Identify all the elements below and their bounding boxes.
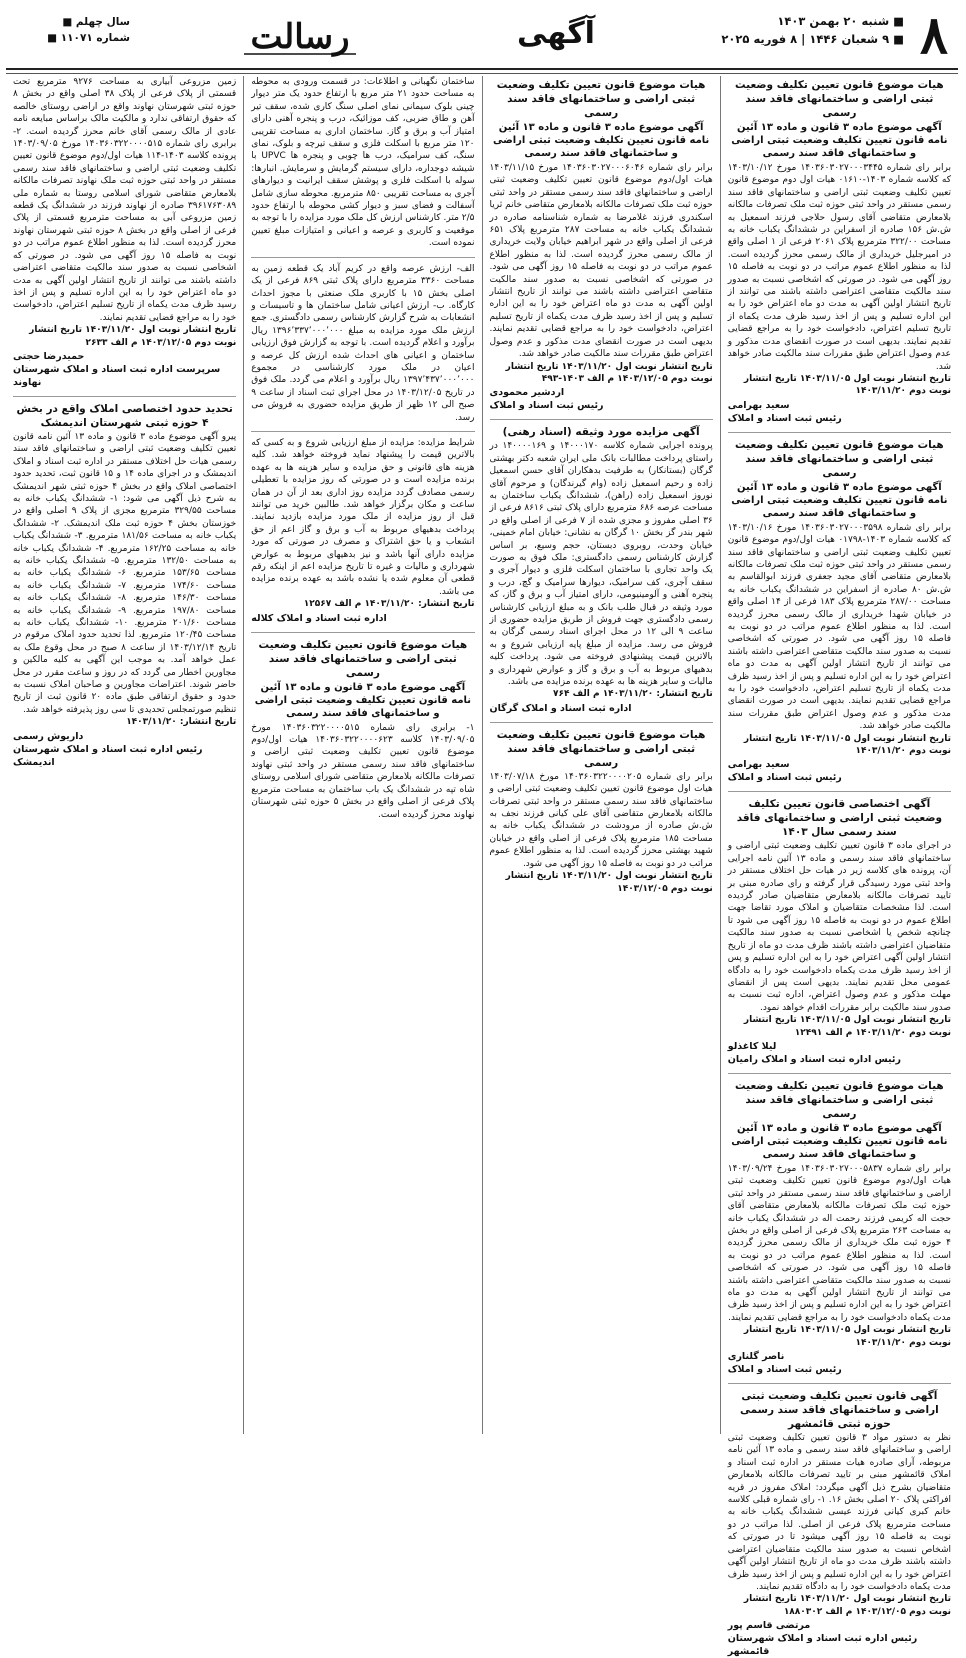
notice-signature <box>728 1040 951 1066</box>
signer-title: رئیس ثبت اسناد و املاک <box>727 412 842 424</box>
resalat-logo <box>238 12 362 60</box>
notice <box>728 438 951 785</box>
notice-subtitle: آگهی موضوع ماده ۳ قانون و ماده ۱۳ آئین نامه قانون تعیین تکلیف وضعیت ثبتی اراضی و ساختمانهای فاقد سند رسمی <box>731 481 948 519</box>
notice-dates: تاریخ انتشار نوبت اول ۱۴۰۳/۱۱/۲۰ تاریخ انتشار نوبت دوم ۱۴۰۳/۱۲/۰۵ <box>505 871 713 894</box>
signer-title: رئیس ثبت اسناد و املاک <box>489 400 604 412</box>
notice-dates: تاریخ انتشار نوبت اول ۱۴۰۳/۱۱/۰۵ تاریخ انتشار نوبت دوم ۱۴۰۳/۱۱/۲۰ <box>743 373 951 397</box>
notice-dates: تاریخ انتشار: ۱۴۰۳/۱۱/۲۰ م الف ۷۶۴ <box>553 689 713 700</box>
notice-title: هیات موضوع قانون تعیین تکلیف وضعیت ثبتی اراضی و ساختمانهای فاقد سند رسمی <box>258 638 468 679</box>
notice-subtitle: آگهی موضوع ماده ۳ قانون و ماده ۱۳ آئین نامه قانون تعیین تکلیف وضعیت ثبتی اراضی و ساختمانهای فاقد سند رسمی <box>492 122 710 159</box>
notice-divider <box>251 632 474 633</box>
notice-signature <box>728 399 951 425</box>
notice-dates: تاریخ انتشار نوبت اول ۱۴۰۳/۱۱/۰۵ تاریخ انتشار نوبت دوم ۱۴۰۳/۱۱/۲۰ م الف ۱۲۴۹۱ <box>743 1015 951 1038</box>
notice <box>490 728 713 895</box>
notice-divider <box>728 791 951 792</box>
notice-body: برابر رای شماره ۱۴۰۳۶۰۳۰۲۷۰۰۰۵۸۳۷ مورخ ۱۴۰۳/۰۹/۲۴ هیات اول/دوم موضوع قانون تعیین تکلیف وضعیت ثبتی اراضی و ساختمانهای فاقد سند رسمی مستقر در واحد ثبتی حوزه ثبت ملک تصرفات مالکانه بلامعارض متقاضی آقای حجت اله کریمی فرزند رحمت اله در ششدانگ یکباب خانه به مساحت ۲۶۳ مترمربع پلاک فرعی از اصلی واقع در بخش ۴ حوزه ثبت ملک خریداری از مالک رسمی محرز گردیده است. لذا به منظور اطلاع عموم مراتب در دو نوبت به فاصله ۱۵ روز آگهی می شود. در صورتی که اشخاصی نسبت به صدور سند مالکیت متقاضی اعتراضی داشته باشند می توانند از تاریخ انتشار اولین آگهی به مدت دو ماه اعتراض خود را به این اداره تسلیم و پس از اخذ رسید ظرف مدت یکماه دادخواست خود را به مراجع قضایی تقدیم نمایند. <box>727 1163 951 1323</box>
notice-title: آگهی اختصاصی قانون تعیین تکلیف وضعیت ثبتی اراضی و ساختمانهای فاقد سند رسمی سال ۱۴۰۳ <box>736 798 942 839</box>
logo-text: رسالت <box>250 17 350 57</box>
notice-title: هیات موضوع قانون تعیین تکلیف وضعیت ثبتی اراضی و ساختمانهای فاقد سند رسمی <box>496 79 706 119</box>
notice-subtitle: آگهی موضوع ماده ۳ قانون و ماده ۱۳ آئین نامه قانون تعیین تکلیف وضعیت ثبتی اراضی و ساختمانهای فاقد سند رسمی <box>254 681 472 719</box>
notice-signature <box>728 1350 951 1376</box>
notice-body: پرونده اجرایی شماره کلاسه ۱۴۰۰۰۱۷۰ و ۱۴۰۰۰۰۱۶۹ در راستای پرداخت مطالبات بانک ملی ایران شعبه دکتر بهشتی گرگان (بستانکار) به طرفیت بدهکاران آقای حسن اسمعیل زاده و رحیم اسمعیل زاده (وام گیرندگان) و مرحوم آقای نوروز اسمعیل زاده (راهن)، ششدانگ یکباب ساختمان به مساحت عرصه ۶۸۶ مترمربع دارای پلاک ثبتی ۸۶۱۶ فرعی از ۳۶ اصلی مفروز و مجزی شده از ۷ فرعی از اصلی واقع در شهر بندر گز بخش ۱۰ گرگان به نشانی: خیابان امام خمینی، خیابان وحدت، روبروی دبستان، حجم وسیع، بر اساس گزارش کارشناس رسمی دادگستری: ملک فوق به صورت یک واحد تجاری با ساختمان اسکلت فلزی و دیوار آجری و سقف آجری، کف سرامیک، دیوارها سرامیک و گچ، درب و پنجره آهنی و آلومینیومی، دارای امتیاز آب و برق و گاز، که مورد وثیقه در قبال طلب بانک و به مبلغ ارزیابی کارشناس رسمی دادگستری جهت فروش از طریق مزایده حضوری از ساعت ۹ الی ۱۲ در محل اجرای اسناد رسمی گرگان به فروش می رسد. مزایده از مبلغ پایه ارزیابی شروع و به بالاترین قیمت پیشنهادی فروخته می شود. پرداخت کلیه بدهیهای مربوط به آب و برق و گاز و عوارض شهرداری و مالیات و سایر هزینه ها به عهده برنده مزایده می باشد. <box>489 441 713 688</box>
notice <box>490 78 713 412</box>
notice-title: هیات موضوع قانون تعیین تکلیف وضعیت ثبتی اراضی و ساختمانهای فاقد سند رسمی <box>735 1079 944 1120</box>
notice-dates: تاریخ انتشار نوبت اول ۱۴۰۳/۱۱/۰۵ تاریخ انتشار نوبت دوم ۱۴۰۳/۱۱/۲۰ <box>743 733 951 757</box>
signer-title: رئیس اداره ثبت اسناد و املاک شهرستان قائمشهر <box>727 1633 918 1658</box>
column-4 <box>6 76 243 1434</box>
notice-subtitle: آگهی موضوع ماده ۳ قانون و ماده ۱۳ آئین نامه قانون تعیین تکلیف وضعیت ثبتی اراضی و ساختمانهای فاقد سند رسمی <box>731 1122 948 1160</box>
notice-body: در اجرای ماده ۳ قانون تعیین تکلیف وضعیت ثبتی اراضی و ساختمانهای فاقد سند رسمی و ماده ۱۳ آئین نامه اجرایی آن، پرونده های کلاسه زیر در هیات حل اختلاف مستقر در واحد ثبتی مورد رسیدگی قرار گرفته و رای صادره مبنی بر تایید تصرفات مالکانه بلامعارض متقاضیان صادر گردیده است. لذا مشخصات متقاضیان و املاک مورد تقاضا جهت اطلاع عموم در دو نوبت به فاصله ۱۵ روز آگهی می شود تا چنانچه شخص یا اشخاصی نسبت به صدور سند مالکیت متقاضیان اعتراضی داشته باشند ظرف مدت دو ماه از تاریخ انتشار اولین آگهی اعتراض خود را به این اداره تسلیم و پس از اخذ رسید ظرف مدت یکماه دادخواست خود را به دادگاه عمومی محل تقدیم نمایند. بدیهی است پس از انقضای مهلت مذکور و عدم وصول اعتراض، اداره ثبت نسبت به صدور سند مالکیت برابر مقررات اقدام خواهد نمود. <box>727 841 951 1013</box>
notice <box>728 1389 951 1658</box>
issue-dates <box>664 12 904 48</box>
notice-body: زمین مزروعی آبیاری به مساحت ۹۲۷۶ مترمربع تحت قسمتی از پلاک فرعی از پلاک ۳۸ اصلی واقع در بخش ۸ حوزه ثبتی شهرستان نهاوند واقع در اراضی روستای خالصه که حقوق ارتفاقی ندارد و مالکیت مالک براساس مبایعه نامه عادی از مالک رسمی آقای خانم محرز گردیده است. ۲- برابری رای شماره ۱۴۰۳۶۰۳۲۲۰۰۰۰۵۱۵ مورخ ۱۴۰۳/۰۹/۰۵ پرونده کلاسه ۱۴۰۳-۱۱۴ هیات اول/دوم موضوع قانون تعیین تکلیف وضعیت ثبتی اراضی و ساختمانهای فاقد سند رسمی مستقر در واحد ثبتی حوزه ثبت ملک نهاوند تصرفات مالکانه بلامعارض متقاضی شورای اسلامی روستا به شماره ملی ۳۹۶۱۷۶۳۰۸۹ صادره از نهاوند فرزند در ششدانگ یک قطعه زمین مزروعی آبی به مساحت مترمربع قسمتی از پلاک فرعی از اصلی واقع در بخش ۸ حوزه ثبتی شهرستان نهاوند محرز گردیده است. لذا به منظور اطلاع عموم مراتب در دو نوبت به فاصله ۱۵ روز آگهی می شود. در صورتی که اشخاصی نسبت به صدور سند مالکیت متقاضی اعتراضی داشته باشند می توانند از تاریخ انتشار اولین آگهی به مدت دو ماه اعتراض خود را به این اداره تسلیم و پس از اخذ رسید ظرف مدت یکماه از تاریخ تسلیم اعتراض، دادخواست خود را به مراجع قضایی تقدیم نمایند. <box>13 77 237 323</box>
notice-dates: تاریخ انتشار نوبت اول ۱۴۰۳/۱۱/۲۰ تاریخ انتشار نوبت دوم ۱۴۰۳/۱۲/۰۵ م الف ۱۴۰۳-۴۹۳ <box>505 361 713 384</box>
signer-title: اداره ثبت اسناد و املاک کلاله <box>251 612 387 624</box>
notice-body: پیرو آگهی موضوع ماده ۳ قانون و ماده ۱۳ آئین نامه قانون تعیین تکلیف وضعیت ثبتی اراضی و ساختمانهای فاقد سند رسمی هیات حل اختلاف مستقر در اداره ثبت اسناد و املاک اندیمشک و در اجرای ماده ۱۴ و ۱۵ قانون ثبت، تحدید حدود اختصاصی املاک واقع در بخش ۴ حوزه ثبتی شهر اندیمشک به شرح ذیل آگهی می شود: ۱- ششدانگ یکباب خانه به مساحت ۳۲۹/۵۵ مترمربع مجزی از پلاک ۹ اصلی واقع در خوزستان بخش ۴ حوزه ثبت ملک اندیمشک. ۲- ششدانگ یکباب خانه به مساحت ۱۸۱/۵۶ مترمربع. ۳- ششدانگ یکباب خانه به مساحت ۱۶۲/۲۵ مترمربع. ۴- ششدانگ یکباب خانه به مساحت ۱۳۲/۵۰ مترمربع. ۵- ششدانگ یکباب خانه به مساحت ۱۵۳/۶۵ مترمربع. ۶- ششدانگ یکباب خانه به مساحت ۱۷۴/۶۰ مترمربع. ۷- ششدانگ یکباب خانه به مساحت ۱۴۶/۳۰ مترمربع. ۸- ششدانگ یکباب خانه به مساحت ۱۹۷/۸۰ مترمربع. ۹- ششدانگ یکباب خانه به مساحت ۲۰۱/۶۰ مترمربع. ۱۰- ششدانگ یکباب خانه به مساحت ۱۲۰/۴۵ مترمربع. لذا تحدید حدود املاک مرقوم در تاریخ ۱۴۰۳/۱۲/۱۴ از ساعت ۸ صبح در محل وقوع ملک به عمل خواهد آمد. به موجب این آگهی به کلیه مالکین و مجاورین اخطار می گردد که در روز و ساعت مقرر در محل حاضر شوند. اعتراضات مجاورین و صاحبان املاک نسبت به حدود و حقوق ارتفاقی طبق ماده ۲۰ قانون ثبت از تاریخ تنظیم صورتمجلس تحدیدی تا سی روز پذیرفته خواهد شد. <box>13 431 237 715</box>
notice <box>728 797 951 1066</box>
notice-title: آگهی قانون تعیین تکلیف وضعیت ثبتی اراضی و ساختمانهای فاقد سند رسمی حوزه ثبتی قائمشهر <box>739 1390 939 1431</box>
masthead-rule <box>6 73 958 74</box>
signer-name: سعید بهرامی <box>727 399 790 411</box>
notice-divider <box>490 419 713 420</box>
notice-signature <box>490 386 713 412</box>
notice-divider <box>728 1073 951 1074</box>
notice-divider <box>728 432 951 433</box>
notice-dates: تاریخ انتشار: ۱۴۰۳/۱۱/۲۰ <box>126 717 237 728</box>
notice-title: هیات موضوع قانون تعیین تکلیف وضعیت ثبتی اراضی و ساختمانهای فاقد سند رسمی <box>496 728 706 769</box>
notice-body: برابر رای شماره ۱۴۰۳۶۰۳۰۲۷۰۰۰۶۰۴۶ مورخ ۱۴۰۳/۱۱/۱۵ هیات اول/دوم موضوع قانون تعیین تکلیف وضعیت ثبتی اراضی و ساختمانهای فاقد سند رسمی مستقر در واحد ثبتی حوزه ثبت ملک تصرفات مالکانه بلامعارض متقاضی خانم ثریا اسکندری فرزند غلامرضا به شماره شناسنامه صادره در ششدانگ یکباب خانه به مساحت ۲۸۷ مترمربع پلاک ۶۵۱ فرعی از اصلی واقع در شهر ابراهیم خیابان ولایت خریداری از مالک رسمی محرز گردیده است. لذا به منظور اطلاع عموم مراتب در دو نوبت به فاصله ۱۵ روز آگهی می شود. در صورتی که اشخاصی نسبت به صدور سند مالکیت متقاضی اعتراضی داشته باشند می توانند از تاریخ انتشار اولین آگهی به مدت دو ماه اعتراض خود را به این اداره تسلیم و پس از اخذ رسید ظرف مدت یکماه از تاریخ تسلیم اعتراض، دادخواست خود را به مراجع قضایی تقدیم نمایند. بدیهی است در صورت انقضای مدت مذکور و عدم وصول اعتراض طبق مقررات سند مالکیت صادر خواهد شد. <box>489 163 713 360</box>
notice-signature <box>251 612 474 625</box>
notice-body: الف- ارزش عرصه واقع در کریم آباد یک قطعه زمین به مساحت ۳۳۶۰ مترمربع دارای پلاک ثبتی ۸۶۹ فرعی از یک اصلی بخش ۱۵ با کاربری ملک صنعتی با مجوز احداث کارگاه. ب- ارزش اعیانی شامل ساختمان ها و تاسیسات و انشعابات به شرح گزارش کارشناس رسمی دادگستری. جمع ارزش ملک مورد مزایده به مبلغ ۱۳۹۶٬۳۳۷٬۰۰۰٬۰۰۰ ریال برآورد و اعلام گردیده است. با توجه به گزارش فوق ارزیابی ساختمان و اعیانی های احداث شده ارزش کل عرصه و اعیان در ملک مورد کارشناسی در مجموع ۱۳۹۷٬۴۳۷٬۰۰۰٬۰۰۰ ریال برآورد و اعلام می گردد. ملک فوق در تاریخ ۱۴۰۳/۱۲/۰۵ در محل اجرای ثبت اسناد از ساعت ۹ صبح الی ۱۲ ظهر از طریق مزایده حضوری به فروش می رسد. <box>251 263 475 423</box>
notice-body: برابر رای شماره ۱۴۰۳۶۰۳۲۲۰۰۰۰۲۰۵ مورخ ۱۴۰۳/۰۷/۱۸ هیات اول موضوع قانون تعیین تکلیف وضعیت ثبتی اراضی و ساختمانهای فاقد سند رسمی مستقر در واحد ثبتی تصرفات مالکانه بلامعارض متقاضی آقای علی کیانی فرزند نجف به ش.ش صادره از مرودشت در ششدانگ یکباب خانه به مساحت ۱۸۵ مترمربع پلاک فرعی از اصلی واقع در خیابان شهید بهشتی محرز گردیده است. لذا به منظور اطلاع عموم مراتب در دو نوبت به فاصله ۱۵ روز آگهی می شود. <box>489 771 713 869</box>
notice <box>490 425 713 715</box>
notice-dates: تاریخ انتشار: ۱۴۰۳/۱۱/۲۰ م الف ۱۲۵۶۷ <box>303 599 475 610</box>
date-persian: ■ شنبه ۲۰ بهمن ۱۴۰۳ <box>777 14 904 28</box>
notice-title: هیات موضوع قانون تعیین تکلیف وضعیت ثبتی اراضی و ساختمانهای فاقد سند رسمی <box>735 438 944 479</box>
signer-title: سرپرست اداره ثبت اسناد و املاک شهرستان نهاوند <box>13 363 221 388</box>
notice-divider <box>251 257 474 258</box>
signer-title: رئیس اداره ثبت اسناد و املاک شهرستان اندیمشک <box>13 743 203 768</box>
notice-title: آگهی مزایده مورد وثیقه (اسناد رهنی) <box>502 426 700 439</box>
signer-name: داریوش رسمی <box>13 730 84 742</box>
page-number: ۸ <box>920 5 948 66</box>
notice-body: ۱- برابری رای شماره ۱۴۰۳۶۰۳۲۲۰۰۰۰۵۱۵ مورخ ۱۴۰۳/۰۹/۰۵ کلاسه ۱۴۰۳۶۰۳۲۲۰۰۰۰۶۲۳ هیات اول/دوم موضوع قانون تعیین تکلیف وضعیت ثبتی اراضی و ساختمانهای فاقد سند رسمی مستقر در واحد ثبتی نهاوند تصرفات مالکانه بلامعارض متقاضی شورای اسلامی روستای شاه تپه در ششدانگ یک باب ساختمان به مساحت مترمربع پلاک فرعی از اصلی واقع در بخش ۵ حوزه ثبتی شهرستان نهاوند محرز گردیده است. <box>251 722 475 820</box>
notice-signature <box>728 758 951 784</box>
notice-body: ساختمان نگهبانی و اطلاعات: در قسمت ورودی به محوطه به مساحت حدود ۲۱ متر مربع با ارتفاع حدود یک متر دیوار چینی بلوک سیمانی نمای اصلی سنگ کاری شده، سقف تیر آهن و طاق ضربی، کف موزائیک، درب و پنجره آهنی دارای امتیاز آب و برق و گاز. ساختمان اداری به مساحت تقریبی ۱۲۰ متر مربع با اسکلت فلزی و سقف تیرچه و بلوک، نمای سنگ، کف سرامیک، درب ها چوبی و پنجره ها UPVC با شیشه دوجداره، دارای سیستم گرمایش و سرمایش. انبارها: سوله با اسکلت فلزی و پوشش سقف ایرانیت و دیوارهای آجری به مساحت تقریبی ۸۵۰ مترمربع. محوطه سازی شامل آسفالت و فضای سبز و دیوار کشی محوطه با ارتفاع حدود ۲/۵ متر. کارشناس ارزش کل ملک مورد مزایده را با توجه به موقعیت و کاربری و عرصه و اعیانی و امتیازات مبلغ تعیین نموده است. <box>251 77 475 249</box>
notice-divider <box>490 722 713 723</box>
notice-title: تحدید حدود اختصاصی املاک واقع در بخش ۴ حوزه ثبتی شهرستان اندیمشک <box>16 402 233 429</box>
notice-body: برابر رای شماره ۱۴۰۳۶۰۳۰۲۷۰۰۰۳۴۴۵ مورخ ۱۴۰۳/۱۰/۱۲ که کلاسه شماره ۱۴۰۳-۰۱۶۱۰ هیات اول دوم موضوع قانون تعیین تکلیف وضعیت ثبتی اراضی و ساختمانهای فاقد سند رسمی مستقر در واحد ثبتی حوزه ثبت ملک تصرفات مالکانه بلامعارض متقاضی آقای رسول حلاجی فرزند اسمعیل به ش.ش ۱۵۶ صادره از اسفراین در ششدانگ یکباب خانه به مساحت ۳۲۲/۰۰ مترمربع پلاک ۲۰۶۱ فرعی از ۱ اصلی واقع در امیرجلیل خریداری از مالک رسمی محرز گردیده است. لذا به منظور اطلاع عموم مراتب در دو نوبت به فاصله ۱۵ روز آگهی می شود. در صورتی که اشخاصی نسبت به صدور سند مالکیت متقاضی اعتراضی داشته باشند می توانند از تاریخ انتشار اولین آگهی به مدت دو ماه اعتراض خود را به این اداره تسلیم و پس از اخذ رسید ظرف مدت یکماه از تاریخ تسلیم اعتراض، دادخواست خود را به مراجع قضایی تقدیم نمایند. بدیهی است در صورت انقضای مدت مذکور و عدم وصول اعتراض طبق مقررات سند مالکیت صادر خواهد شد. <box>727 163 952 372</box>
notice <box>251 263 474 424</box>
notice-subtitle: آگهی موضوع ماده ۳ قانون و ماده ۱۳ آئین نامه قانون تعیین تکلیف وضعیت ثبتی اراضی و ساختمانهای فاقد سند رسمی <box>731 122 948 159</box>
signer-name: لیلا کاغذلو <box>727 1040 777 1052</box>
notice-divider <box>13 396 236 397</box>
notice-body: برابر رای شماره ۱۴۰۳۶۰۳۰۲۷۰۰۰۳۵۹۸ مورخ ۱۴۰۳/۱۰/۱۶ که کلاسه شماره ۱۴۰۳-۰۱۷۹۸ هیات اول/دوم موضوع قانون تعیین تکلیف وضعیت ثبتی اراضی و ساختمانهای فاقد سند رسمی مستقر در واحد ثبتی حوزه ثبت ملک تصرفات مالکانه بلامعارض متقاضی آقای مجید جعفری فرزند ابوالقاسم به ش.ش ۸۰ صادره از اسفراین در ششدانگ یکباب خانه به مساحت ۲۸۷/۰۰ مترمربع پلاک ۱۸۳ فرعی از ۱۴ اصلی واقع در خیابان شهدا خریداری از مالک رسمی محرز گردیده است. لذا به منظور اطلاع عموم مراتب در دو نوبت به فاصله ۱۵ روز آگهی می شود. در صورتی که اشخاصی نسبت به صدور سند مالکیت متقاضی اعتراضی داشته باشند می توانند از تاریخ انتشار اولین آگهی به مدت دو ماه اعتراض خود را به این اداره تسلیم و پس از اخذ رسید ظرف مدت یکماه از تاریخ تسلیم اعتراض، دادخواست خود را به مراجع قضایی تقدیم نمایند. بدیهی است در صورت انقضای مدت مذکور و عدم وصول اعتراض طبق مقررات سند مالکیت صادر خواهد شد. <box>727 522 952 732</box>
notice <box>251 437 474 625</box>
signer-title: اداره ثبت اسناد و املاک گرگان <box>489 702 632 714</box>
notice-divider <box>251 431 474 432</box>
notice-signature <box>13 350 236 389</box>
signer-name: اردشیر محمودی <box>489 387 565 399</box>
column-1 <box>720 76 958 1658</box>
notice <box>251 76 474 250</box>
notice <box>728 1079 951 1376</box>
signer-title: رئیس ثبت اسناد و املاک <box>727 772 842 784</box>
notice-signature <box>490 702 713 715</box>
notice-dates: تاریخ انتشار نوبت اول ۱۴۰۳/۱۱/۰۵ تاریخ انتشار نوبت دوم ۱۴۰۳/۱۱/۲۰ <box>743 1325 951 1348</box>
logo-graphic <box>238 12 362 60</box>
notice-dates: تاریخ انتشار نوبت اول ۱۴۰۳/۱۱/۲۰ تاریخ انتشار نوبت دوم ۱۴۰۳/۱۲/۰۵ م الف ۱۸۸۰۳۰۲ <box>743 1594 951 1617</box>
signer-title: رئیس اداره ثبت اسناد و املاک رامیان <box>727 1053 901 1065</box>
masthead <box>6 6 958 70</box>
notice-signature <box>13 730 236 769</box>
notice <box>251 638 474 821</box>
issue-number: شماره ۱۱۰۷۱ ■ <box>47 32 130 44</box>
notice <box>13 76 236 389</box>
signer-name: مرتضی قاسم پور <box>727 1620 811 1632</box>
notice-divider <box>728 1383 951 1384</box>
notice <box>728 78 951 425</box>
notice-body: شرایط مزایده: مزایده از مبلغ ارزیابی شروع و به کسی که بالاترین قیمت را پیشنهاد نماید فروخته خواهد شد. کلیه هزینه های قانونی و حق مزایده و سایر هزینه ها به عهده برنده مزایده است و در صورتی که روز مزایده با تعطیلی رسمی مصادف گردد مزایده روز اداری بعد از آن در همان ساعت و مکان برگزار خواهد شد. طالبین خرید می توانند قبل از روز مزایده از ملک مورد مزایده بازدید نمایند. پرداخت بدهیهای مربوط به آب و برق و گاز اعم از حق انشعاب و یا حق اشتراک و مصرف در صورتی که مورد مزایده دارای آنها باشد و نیز بدهیهای مربوط به عوارض شهرداری و مالیات و غیره تا تاریخ مزایده اعم از اینکه رقم قطعی آن معلوم شده یا نشده باشد به عهده برنده مزایده می باشد. <box>251 437 475 597</box>
notice-signature <box>728 1619 951 1658</box>
section-title: آگهی <box>517 16 595 51</box>
notice-body: نظر به دستور مواد ۳ قانون تعیین تکلیف وضعیت ثبتی اراضی و ساختمانهای فاقد سند رسمی و ماده ۱۳ آئین نامه مربوطه، آرای صادره هیات مستقر در اداره ثبت اسناد و املاک قائمشهر مبنی بر تایید تصرفات مالکانه بلامعارض متقاضیان بشرح ذیل آگهی میگردد: املاک مفروز در قریه افراکتی پلاک ۲۰ اصلی بخش ۱۶. ۱- رای شماره قبلی کلاسه خانم کبری کیانی فرزند عیسی ششدانگ یکباب خانه به مساحت مترمربع پلاک فرعی از اصلی. لذا مراتب در دو نوبت به فاصله ۱۵ روز آگهی میشود تا در صورتی که اشخاص نسبت به صدور سند مالکیت متقاضیان اعتراضی داشته باشند ظرف مدت دو ماه از تاریخ انتشار اولین آگهی اعتراض خود را به این اداره تسلیم و پس از اخذ رسید ظرف مدت یکماه دادخواست خود را به دادگاه تقدیم نمایند. <box>727 1433 952 1592</box>
signer-name: ناصر گلناری <box>727 1351 785 1363</box>
signer-name: حمیدرضا حجتی <box>13 350 85 362</box>
columns-container <box>6 76 958 1658</box>
notice-dates: تاریخ انتشار نوبت اول ۱۴۰۳/۱۱/۲۰ تاریخ انتشار نوبت دوم ۱۴۰۳/۱۲/۰۵ م الف ۲۶۳۳ <box>29 325 237 348</box>
column-2 <box>482 76 720 1434</box>
date-hijri-gregorian: ■ ۹ شعبان ۱۴۴۶ | ۸ فوریه ۲۰۲۵ <box>721 32 904 46</box>
signer-title: رئیس ثبت اسناد و املاک <box>727 1364 842 1376</box>
notice <box>13 402 236 769</box>
issue-meta <box>10 14 130 46</box>
volume-year: سال چهلم ■ <box>62 16 130 28</box>
notice-title: هیات موضوع قانون تعیین تکلیف وضعیت ثبتی اراضی و ساختمانهای فاقد سند رسمی <box>735 79 944 119</box>
signer-name: سعید بهرامی <box>727 759 790 771</box>
column-3 <box>243 76 481 1434</box>
